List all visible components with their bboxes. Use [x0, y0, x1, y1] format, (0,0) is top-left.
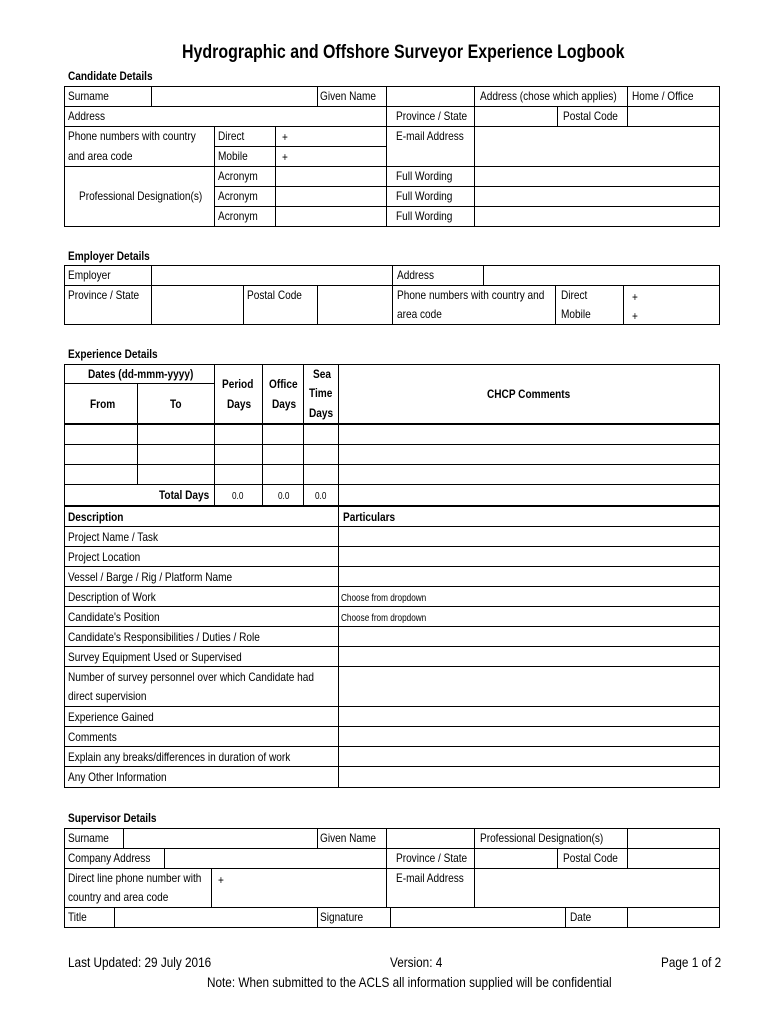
desc-row-vessel: Vessel / Barge / Rig / Platform Name: [68, 570, 233, 584]
desc-row-equipment: Survey Equipment Used or Supervised: [68, 650, 242, 664]
candidate-mobile-label: Mobile: [218, 149, 248, 163]
position-dropdown[interactable]: Choose from dropdown: [341, 613, 427, 624]
candidate-acronym-2: Acronym: [218, 189, 258, 203]
candidate-surname-label: Surname: [68, 89, 109, 103]
supervisor-phone-label-2: country and area code: [68, 890, 169, 904]
employer-mobile-label: Mobile: [561, 307, 591, 321]
candidate-home-office-label: Home / Office: [632, 89, 694, 103]
supervisor-prof-designation-label: Professional Designation(s): [480, 831, 604, 845]
sea-header-2: Time: [309, 386, 333, 400]
sea-header-3: Days: [309, 406, 334, 420]
candidate-phone-label-1: Phone numbers with country: [68, 129, 196, 143]
desc-row-project-name: Project Name / Task: [68, 530, 159, 544]
period-header-1: Period: [222, 377, 254, 391]
employer-province-label: Province / State: [68, 288, 140, 302]
employer-label: Employer: [68, 268, 111, 282]
candidate-mobile-plus: +: [282, 150, 288, 164]
sea-header-1: Sea: [313, 367, 331, 381]
period-header-2: Days: [227, 397, 252, 411]
footer-version: Version: 4: [390, 954, 443, 970]
desc-row-comments: Comments: [68, 730, 117, 744]
supervisor-surname-label: Surname: [68, 831, 109, 845]
description-header: Description: [68, 510, 124, 524]
experience-heading: Experience Details: [68, 347, 158, 361]
employer-direct-plus: +: [632, 290, 638, 304]
supervisor-province-label: Province / State: [396, 851, 468, 865]
total-days-label: Total Days: [159, 488, 210, 502]
desc-row-personnel-2: direct supervision: [68, 689, 147, 703]
supervisor-signature-label: Signature: [320, 910, 364, 924]
supervisor-company-address-label: Company Address: [68, 851, 151, 865]
from-header: From: [90, 397, 116, 411]
supervisor-email-label: E-mail Address: [396, 871, 464, 885]
candidate-full-wording-3: Full Wording: [396, 209, 453, 223]
candidate-prof-designation-label: Professional Designation(s): [79, 189, 203, 203]
supervisor-phone-label-1: Direct line phone number with: [68, 871, 202, 885]
candidate-given-name-label: Given Name: [320, 89, 377, 103]
office-header-1: Office: [269, 377, 298, 391]
office-header-2: Days: [272, 397, 297, 411]
footer-confidential-note: Note: When submitted to the ACLS all information supplied will be confidential: [207, 974, 612, 990]
candidate-province-label: Province / State: [396, 109, 468, 123]
chcp-comments-header: CHCP Comments: [487, 387, 571, 401]
employer-postal-label: Postal Code: [247, 288, 302, 302]
candidate-postal-label: Postal Code: [563, 109, 618, 123]
supervisor-phone-plus: +: [218, 873, 224, 887]
candidate-address-choice-label: Address (chose which applies): [480, 89, 617, 103]
candidate-address-label: Address: [68, 109, 105, 123]
work-dropdown[interactable]: Choose from dropdown: [341, 593, 427, 604]
supervisor-given-name-label: Given Name: [320, 831, 377, 845]
desc-row-description-of-work: Description of Work: [68, 590, 156, 604]
total-office-days: 0.0: [278, 491, 290, 502]
supervisor-title-label: Title: [68, 910, 87, 924]
employer-phone-label-1: Phone numbers with country and: [397, 288, 545, 302]
desc-row-breaks: Explain any breaks/differences in duration of work: [68, 750, 291, 764]
employer-heading: Employer Details: [68, 249, 150, 263]
employer-mobile-plus: +: [632, 309, 638, 323]
footer-last-updated: Last Updated: 29 July 2016: [68, 954, 212, 970]
total-period-days: 0.0: [232, 491, 244, 502]
desc-row-experience-gained: Experience Gained: [68, 710, 154, 724]
candidate-direct-label: Direct: [218, 129, 245, 143]
desc-row-other-info: Any Other Information: [68, 770, 167, 784]
candidate-phone-label-2: and area code: [68, 149, 133, 163]
particulars-header: Particulars: [343, 510, 396, 524]
to-header: To: [170, 397, 182, 411]
desc-row-position: Candidate's Position: [68, 610, 160, 624]
page-title: Hydrographic and Offshore Surveyor Experience Logbook: [182, 42, 625, 63]
desc-row-responsibilities: Candidate's Responsibilities / Duties / Role: [68, 630, 260, 644]
supervisor-postal-label: Postal Code: [563, 851, 618, 865]
footer-page-number: Page 1 of 2: [661, 954, 722, 970]
candidate-acronym-1: Acronym: [218, 169, 258, 183]
dates-header: Dates (dd-mmm-yyyy): [88, 367, 194, 381]
employer-phone-label-2: area code: [397, 307, 442, 321]
candidate-heading: Candidate Details: [68, 69, 153, 83]
desc-row-personnel-1: Number of survey personnel over which Candidate had: [68, 670, 314, 684]
supervisor-heading: Supervisor Details: [68, 811, 157, 825]
total-sea-days: 0.0: [315, 491, 327, 502]
candidate-direct-plus: +: [282, 130, 288, 144]
candidate-email-label: E-mail Address: [396, 129, 464, 143]
employer-address-label: Address: [397, 268, 434, 282]
candidate-full-wording-1: Full Wording: [396, 169, 453, 183]
employer-direct-label: Direct: [561, 288, 588, 302]
supervisor-date-label: Date: [570, 910, 592, 924]
candidate-full-wording-2: Full Wording: [396, 189, 453, 203]
candidate-acronym-3: Acronym: [218, 209, 258, 223]
desc-row-project-location: Project Location: [68, 550, 141, 564]
